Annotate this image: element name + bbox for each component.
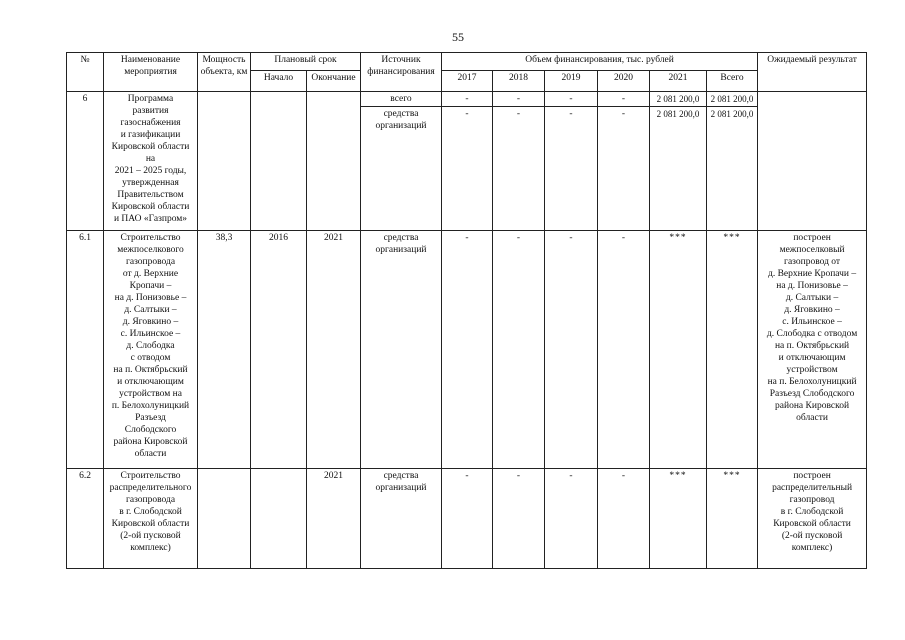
header-total: Всего: [707, 71, 758, 92]
cell-2020: -: [598, 92, 650, 107]
table-row: [67, 231, 867, 469]
header-end: Окончание: [307, 71, 361, 92]
cell-2021: 2 081 200,0: [650, 92, 707, 107]
row-name: Строительство межпоселкового газопровода от д. Верхние Кропачи – на д. Понизовье – д. Салтыки – д. Яговкино – с. Ильинское – д. Слободка с отводом на п. Октябрьский и отключающим устройством на п. Белохолуницкий Разъезд Слободского района Кировской области: [104, 231, 198, 469]
funding-table: [66, 52, 867, 569]
row-start: [251, 469, 307, 569]
row-start: [251, 92, 307, 231]
header-2019: 2019: [545, 71, 598, 92]
header-capacity: Мощность объекта, км: [198, 53, 251, 92]
header-2021: 2021: [650, 71, 707, 92]
cell-2017: -: [442, 231, 493, 469]
cell-2017: -: [442, 92, 493, 107]
row-num: 6: [67, 92, 104, 231]
cell-2019: -: [545, 107, 598, 231]
header-num: №: [67, 53, 104, 92]
row-result: [758, 92, 867, 231]
cell-2018: -: [493, 231, 545, 469]
row-result: построен межпоселковый газопровод от д. Верхние Кропачи – на д. Понизовье – д. Салтыки – д. Яговкино – с. Ильинское – д. Слободка с отводом на п. Октябрьский и отключающим устройством на п. Белохолуницкий Разъезд Слободского района Кировской области: [758, 231, 867, 469]
row-source: средства организаций: [361, 231, 442, 469]
cell-2018: -: [493, 107, 545, 231]
cell-2021: 2 081 200,0: [650, 107, 707, 231]
row-capacity: 38,3: [198, 231, 251, 469]
header-2017: 2017: [442, 71, 493, 92]
cell-2019: -: [545, 92, 598, 107]
row-end: 2021: [307, 231, 361, 469]
cell-2017: -: [442, 107, 493, 231]
cell-2018: -: [493, 92, 545, 107]
row-name: Программа развития газоснабжения и газификации Кировской области на 2021 – 2025 годы, утвержденная Правительством Кировской области и ПАО «Газпром»: [104, 92, 198, 231]
row-name: Строительство распределительного газопровода в г. Слободской Кировской области (2-ой пусковой комплекс): [104, 469, 198, 569]
header-start: Начало: [251, 71, 307, 92]
header-funding: Объем финансирования, тыс. рублей: [442, 53, 758, 71]
row-end: [307, 92, 361, 231]
table-row: [67, 92, 867, 107]
header-2018: 2018: [493, 71, 545, 92]
row-result: построен распределительный газопровод в г. Слободской Кировской области (2-ой пусковой комплекс): [758, 469, 867, 569]
header-source: Источник финансирования: [361, 53, 442, 92]
row-capacity: [198, 469, 251, 569]
cell-total: 2 081 200,0: [707, 92, 758, 107]
cell-2020: -: [598, 231, 650, 469]
page-number: 55: [452, 30, 464, 44]
table-row: [67, 469, 867, 569]
cell-2019: -: [545, 231, 598, 469]
row-end: 2021: [307, 469, 361, 569]
row-source: средства организаций: [361, 107, 442, 231]
header-2020: 2020: [598, 71, 650, 92]
row-capacity: [198, 92, 251, 231]
cell-2017: -: [442, 469, 493, 569]
header-name: Наименование мероприятия: [104, 53, 198, 92]
cell-total: ***: [707, 231, 758, 469]
header-result: Ожидаемый результат: [758, 53, 867, 92]
cell-2020: -: [598, 469, 650, 569]
row-source: средства организаций: [361, 469, 442, 569]
cell-2021: ***: [650, 469, 707, 569]
cell-2019: -: [545, 469, 598, 569]
cell-2020: -: [598, 107, 650, 231]
cell-total: 2 081 200,0: [707, 107, 758, 231]
cell-2021: ***: [650, 231, 707, 469]
row-num: 6.1: [67, 231, 104, 469]
header-schedule: Плановый срок: [251, 53, 361, 71]
row-source: всего: [361, 92, 442, 107]
cell-total: ***: [707, 469, 758, 569]
row-num: 6.2: [67, 469, 104, 569]
row-start: 2016: [251, 231, 307, 469]
cell-2018: -: [493, 469, 545, 569]
